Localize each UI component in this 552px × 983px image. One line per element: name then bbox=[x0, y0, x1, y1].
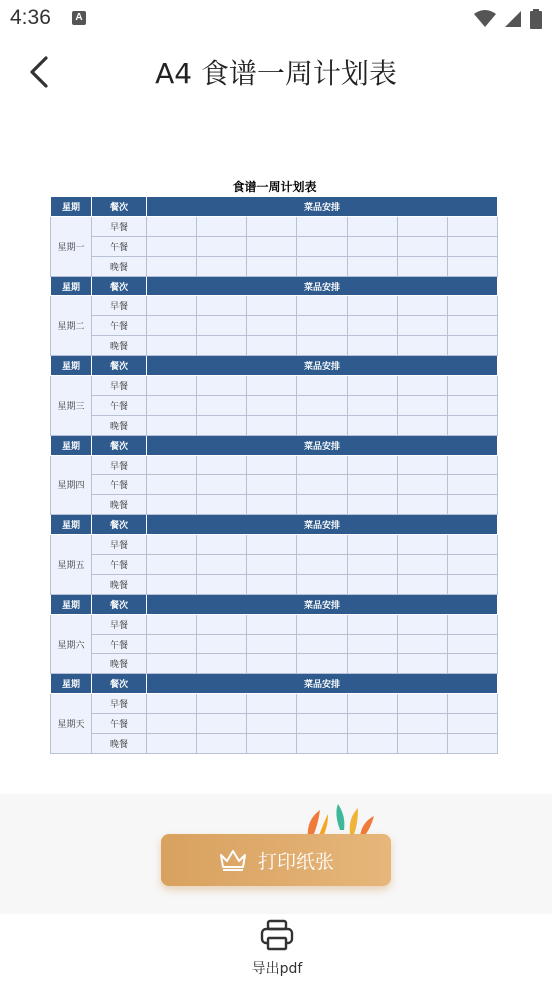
dish-cell bbox=[297, 634, 347, 654]
bottom-toolbar bbox=[0, 914, 552, 983]
header-dishes: 菜品安排 bbox=[147, 276, 498, 296]
dish-cell bbox=[397, 336, 447, 356]
dish-cell bbox=[247, 614, 297, 634]
dish-cell bbox=[397, 395, 447, 415]
dish-cell bbox=[347, 555, 397, 575]
dish-cell bbox=[247, 654, 297, 674]
dish-cell bbox=[297, 296, 347, 316]
dish-cell bbox=[197, 734, 247, 754]
dish-cell bbox=[297, 614, 347, 634]
dish-cell bbox=[197, 316, 247, 336]
dish-cell bbox=[447, 256, 497, 276]
status-indicators bbox=[474, 9, 542, 29]
dish-cell bbox=[247, 455, 297, 475]
dish-cell bbox=[447, 336, 497, 356]
table-header-row bbox=[51, 674, 498, 694]
dish-cell bbox=[197, 634, 247, 654]
dish-cell bbox=[147, 555, 197, 575]
day-cell: 星期四 bbox=[51, 455, 92, 515]
dish-cell bbox=[297, 316, 347, 336]
print-paper-label: 打印纸张 bbox=[257, 850, 334, 873]
meal-cell: 晚餐 bbox=[92, 336, 147, 356]
dish-cell bbox=[297, 734, 347, 754]
dish-cell bbox=[447, 395, 497, 415]
meal-cell: 早餐 bbox=[92, 376, 147, 396]
dish-cell bbox=[197, 296, 247, 316]
meal-cell: 午餐 bbox=[92, 475, 147, 495]
dish-cell bbox=[147, 714, 197, 734]
dish-cell bbox=[397, 316, 447, 336]
table-row bbox=[51, 495, 498, 515]
header-day: 星期 bbox=[51, 515, 92, 535]
dish-cell bbox=[447, 475, 497, 495]
dish-cell bbox=[297, 694, 347, 714]
table-row bbox=[51, 216, 498, 236]
dish-cell bbox=[447, 216, 497, 236]
dish-cell bbox=[297, 376, 347, 396]
table-row bbox=[51, 694, 498, 714]
dish-cell bbox=[297, 555, 347, 575]
dish-cell bbox=[397, 216, 447, 236]
dish-cell bbox=[347, 415, 397, 435]
header-meal: 餐次 bbox=[92, 356, 147, 376]
dish-cell bbox=[397, 376, 447, 396]
dish-cell bbox=[247, 714, 297, 734]
header-day: 星期 bbox=[51, 435, 92, 455]
header-day: 星期 bbox=[51, 197, 92, 217]
table-row bbox=[51, 256, 498, 276]
dish-cell bbox=[347, 296, 397, 316]
dish-cell bbox=[347, 535, 397, 555]
dish-cell bbox=[247, 256, 297, 276]
header-day: 星期 bbox=[51, 356, 92, 376]
dish-cell bbox=[197, 694, 247, 714]
dish-cell bbox=[447, 236, 497, 256]
dish-cell bbox=[347, 495, 397, 515]
dish-cell bbox=[147, 475, 197, 495]
table-row bbox=[51, 555, 498, 575]
dish-cell bbox=[297, 475, 347, 495]
status-time: 4:36 bbox=[10, 6, 51, 29]
meal-plan-table bbox=[50, 196, 498, 754]
dish-cell bbox=[397, 654, 447, 674]
day-cell: 星期三 bbox=[51, 376, 92, 436]
dish-cell bbox=[447, 535, 497, 555]
header-day: 星期 bbox=[51, 674, 92, 694]
dish-cell bbox=[447, 634, 497, 654]
dish-cell bbox=[147, 455, 197, 475]
table-row bbox=[51, 634, 498, 654]
meal-cell: 午餐 bbox=[92, 316, 147, 336]
dish-cell bbox=[297, 455, 347, 475]
dish-cell bbox=[297, 395, 347, 415]
dish-cell bbox=[197, 415, 247, 435]
dish-cell bbox=[347, 475, 397, 495]
export-pdf-button[interactable] bbox=[242, 918, 312, 980]
day-cell: 星期一 bbox=[51, 216, 92, 276]
dish-cell bbox=[297, 415, 347, 435]
table-row bbox=[51, 376, 498, 396]
dish-cell bbox=[447, 654, 497, 674]
meal-cell: 早餐 bbox=[92, 535, 147, 555]
dish-cell bbox=[347, 256, 397, 276]
dish-cell bbox=[197, 614, 247, 634]
dish-cell bbox=[447, 614, 497, 634]
header-day: 星期 bbox=[51, 594, 92, 614]
dish-cell bbox=[397, 475, 447, 495]
dish-cell bbox=[147, 654, 197, 674]
dish-cell bbox=[147, 634, 197, 654]
dish-cell bbox=[247, 216, 297, 236]
wifi-icon bbox=[474, 10, 496, 28]
dish-cell bbox=[147, 376, 197, 396]
table-row bbox=[51, 236, 498, 256]
print-paper-button[interactable] bbox=[161, 834, 391, 886]
table-row bbox=[51, 316, 498, 336]
dish-cell bbox=[397, 415, 447, 435]
dish-cell bbox=[347, 614, 397, 634]
dish-cell bbox=[297, 654, 347, 674]
table-row bbox=[51, 336, 498, 356]
table-row bbox=[51, 734, 498, 754]
table-row bbox=[51, 475, 498, 495]
dish-cell bbox=[347, 734, 397, 754]
dish-cell bbox=[247, 395, 297, 415]
dish-cell bbox=[297, 216, 347, 236]
dish-cell bbox=[197, 714, 247, 734]
dish-cell bbox=[347, 236, 397, 256]
dish-cell bbox=[347, 694, 397, 714]
dish-cell bbox=[247, 296, 297, 316]
meal-cell: 午餐 bbox=[92, 714, 147, 734]
table-row bbox=[51, 714, 498, 734]
dish-cell bbox=[147, 216, 197, 236]
dish-cell bbox=[297, 574, 347, 594]
header-day: 星期 bbox=[51, 276, 92, 296]
table-header-row bbox=[51, 594, 498, 614]
header-dishes: 菜品安排 bbox=[147, 515, 498, 535]
meal-cell: 早餐 bbox=[92, 296, 147, 316]
dish-cell bbox=[247, 236, 297, 256]
dish-cell bbox=[147, 535, 197, 555]
table-header-row bbox=[51, 276, 498, 296]
dish-cell bbox=[197, 376, 247, 396]
dish-cell bbox=[247, 475, 297, 495]
header-meal: 餐次 bbox=[92, 276, 147, 296]
page-title: A4 食谱一周计划表 bbox=[155, 57, 397, 90]
header-dishes: 菜品安排 bbox=[147, 197, 498, 217]
dish-cell bbox=[447, 455, 497, 475]
header-dishes: 菜品安排 bbox=[147, 674, 498, 694]
dish-cell bbox=[397, 714, 447, 734]
dish-cell bbox=[147, 495, 197, 515]
dish-cell bbox=[247, 376, 297, 396]
day-cell: 星期五 bbox=[51, 535, 92, 595]
dish-cell bbox=[347, 316, 397, 336]
dish-cell bbox=[197, 395, 247, 415]
dish-cell bbox=[297, 236, 347, 256]
dish-cell bbox=[397, 256, 447, 276]
table-row bbox=[51, 654, 498, 674]
meal-cell: 晚餐 bbox=[92, 256, 147, 276]
dish-cell bbox=[397, 236, 447, 256]
day-cell: 星期二 bbox=[51, 296, 92, 356]
day-cell: 星期六 bbox=[51, 614, 92, 674]
dish-cell bbox=[147, 694, 197, 714]
signal-icon bbox=[504, 10, 522, 28]
dish-cell bbox=[447, 574, 497, 594]
dish-cell bbox=[247, 316, 297, 336]
dish-cell bbox=[447, 734, 497, 754]
dish-cell bbox=[147, 316, 197, 336]
dish-cell bbox=[447, 316, 497, 336]
header-meal: 餐次 bbox=[92, 515, 147, 535]
dish-cell bbox=[397, 734, 447, 754]
dish-cell bbox=[247, 336, 297, 356]
header-meal: 餐次 bbox=[92, 197, 147, 217]
dish-cell bbox=[297, 714, 347, 734]
dish-cell bbox=[347, 395, 397, 415]
meal-cell: 晚餐 bbox=[92, 415, 147, 435]
crown-icon bbox=[218, 848, 248, 872]
meal-cell: 早餐 bbox=[92, 694, 147, 714]
meal-cell: 晚餐 bbox=[92, 734, 147, 754]
dish-cell bbox=[447, 694, 497, 714]
dish-cell bbox=[197, 336, 247, 356]
dish-cell bbox=[247, 574, 297, 594]
battery-icon bbox=[530, 9, 542, 29]
dish-cell bbox=[397, 555, 447, 575]
dish-cell bbox=[197, 654, 247, 674]
dish-cell bbox=[397, 574, 447, 594]
dish-cell bbox=[397, 614, 447, 634]
dish-cell bbox=[197, 455, 247, 475]
dish-cell bbox=[247, 634, 297, 654]
dish-cell bbox=[147, 614, 197, 634]
dish-cell bbox=[147, 256, 197, 276]
dish-cell bbox=[247, 555, 297, 575]
dish-cell bbox=[397, 296, 447, 316]
meal-cell: 早餐 bbox=[92, 455, 147, 475]
dish-cell bbox=[197, 256, 247, 276]
dish-cell bbox=[147, 734, 197, 754]
day-cell: 星期天 bbox=[51, 694, 92, 754]
dish-cell bbox=[197, 236, 247, 256]
dish-cell bbox=[147, 395, 197, 415]
dish-cell bbox=[247, 734, 297, 754]
dish-cell bbox=[247, 495, 297, 515]
dish-cell bbox=[247, 535, 297, 555]
dish-cell bbox=[147, 574, 197, 594]
dish-cell bbox=[347, 455, 397, 475]
dish-cell bbox=[297, 495, 347, 515]
meal-cell: 午餐 bbox=[92, 395, 147, 415]
dish-cell bbox=[297, 336, 347, 356]
dish-cell bbox=[397, 495, 447, 515]
dish-cell bbox=[347, 634, 397, 654]
dish-cell bbox=[397, 535, 447, 555]
meal-cell: 早餐 bbox=[92, 216, 147, 236]
meal-cell: 晚餐 bbox=[92, 654, 147, 674]
dish-cell bbox=[197, 216, 247, 236]
table-row bbox=[51, 535, 498, 555]
dish-cell bbox=[347, 376, 397, 396]
dish-cell bbox=[197, 574, 247, 594]
table-row bbox=[51, 614, 498, 634]
header-dishes: 菜品安排 bbox=[147, 356, 498, 376]
meal-cell: 午餐 bbox=[92, 634, 147, 654]
dish-cell bbox=[447, 714, 497, 734]
status-bar bbox=[0, 0, 552, 38]
meal-cell: 晚餐 bbox=[92, 574, 147, 594]
dish-cell bbox=[197, 535, 247, 555]
table-header-row bbox=[51, 515, 498, 535]
meal-cell: 晚餐 bbox=[92, 495, 147, 515]
meal-cell: 早餐 bbox=[92, 614, 147, 634]
app-header bbox=[0, 40, 552, 104]
dish-cell bbox=[247, 694, 297, 714]
dish-cell bbox=[197, 555, 247, 575]
dish-cell bbox=[447, 555, 497, 575]
dish-cell bbox=[297, 256, 347, 276]
dish-cell bbox=[147, 236, 197, 256]
table-row bbox=[51, 455, 498, 475]
dish-cell bbox=[197, 475, 247, 495]
header-dishes: 菜品安排 bbox=[147, 435, 498, 455]
app-notification-icon: A bbox=[72, 11, 86, 25]
dish-cell bbox=[447, 376, 497, 396]
meal-cell: 午餐 bbox=[92, 236, 147, 256]
dish-cell bbox=[447, 495, 497, 515]
dish-cell bbox=[197, 495, 247, 515]
dish-cell bbox=[397, 634, 447, 654]
meal-cell: 午餐 bbox=[92, 555, 147, 575]
printer-icon bbox=[259, 918, 295, 952]
table-header-row bbox=[51, 356, 498, 376]
table-row bbox=[51, 395, 498, 415]
document-title: 食谱一周计划表 bbox=[232, 180, 317, 194]
header-meal: 餐次 bbox=[92, 435, 147, 455]
table-header-row bbox=[51, 197, 498, 217]
dish-cell bbox=[347, 216, 397, 236]
dish-cell bbox=[397, 694, 447, 714]
table-row bbox=[51, 574, 498, 594]
dish-cell bbox=[147, 415, 197, 435]
dish-cell bbox=[347, 336, 397, 356]
dish-cell bbox=[447, 415, 497, 435]
dish-cell bbox=[447, 296, 497, 316]
dish-cell bbox=[347, 574, 397, 594]
export-pdf-label: 导出pdf bbox=[251, 961, 303, 977]
header-meal: 餐次 bbox=[92, 674, 147, 694]
dish-cell bbox=[147, 296, 197, 316]
dish-cell bbox=[147, 336, 197, 356]
table-row bbox=[51, 296, 498, 316]
dish-cell bbox=[297, 535, 347, 555]
table-header-row bbox=[51, 435, 498, 455]
dish-cell bbox=[347, 654, 397, 674]
dish-cell bbox=[347, 714, 397, 734]
dish-cell bbox=[247, 415, 297, 435]
header-dishes: 菜品安排 bbox=[147, 594, 498, 614]
dish-cell bbox=[397, 455, 447, 475]
table-row bbox=[51, 415, 498, 435]
header-meal: 餐次 bbox=[92, 594, 147, 614]
